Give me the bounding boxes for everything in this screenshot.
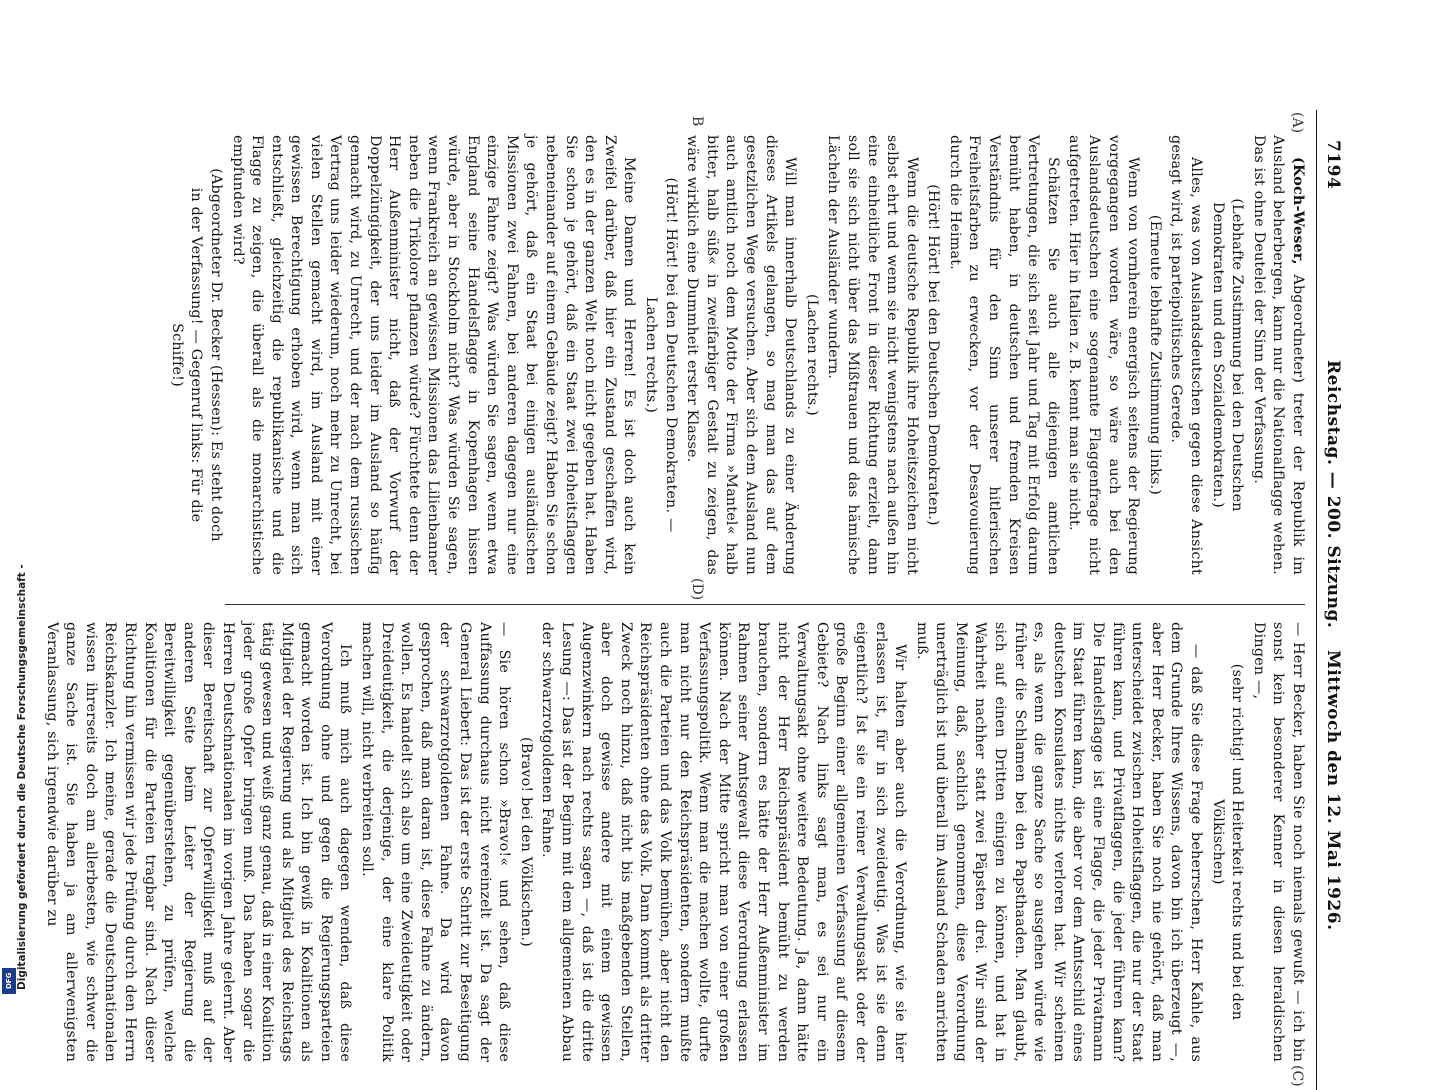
paragraph: Meine Damen und Herren! Es ist doch auch kein Zweifel darüber, daß hier ein Zustand geschaffen wird, den es in der ganzen Welt noch nicht gegeben hat. Haben Sie schon je gehört, daß ein Staat zwei Hoheitsflaggen nebeneinander auf einem Gebäude zeigt? Haben Sie schon je gehört, daß ein Staat bei einigen ausländischen Missionen zwei Fahnen, bei anderen dagegen nur eine einzige Fahne zeigt? Was würden Sie sagen, wenn etwa England seine Handelsflagge in Kopenhagen hissen würde, aber in Stockholm nicht? Was würden Sie sagen, wenn Frankreich an gewissen Missionen das Lilienbanner neben die Trikolore pflanzen würde? Fürchtete denn der Herr Außenminister nicht, daß der Vorwurf der Doppelzüngigkeit, der uns leider im Ausland so häufig gemacht wird, zu Unrecht, und der nach dem russischen Vertrag uns leider wiederum, noch mehr zu Unrecht, bei vielen Stellen gemacht wird, im Ausland mit einer gewissen Berechtigung erhoben wird, wenn man sich entschließt, gleichzeitig die republikanische und die Flagge zu zeigen, die überall als die monarchistische empfunden wird? xyxy=(229,135,638,575)
header-right-title: Mittwoch den 12. Mai 1926. xyxy=(1323,650,1343,931)
paragraph: — daß Sie diese Frage beherrschen, Herr Kahle, aus dem Grunde Ihres Wissens, davon bin ich überzeugt —, aber Herr Becker, haben Sie noch nie gehört, daß man unterscheidet zwischen Hoheitsflaggen, die nur der Staat führen kann, und Privatflaggen, die jeder führen kann? Die Handelsflagge ist eine Flagge, die jeder Privatmann im Staat führen kann, die aber vor dem Amtsschild eines deutschen Konsulates nichts verloren hat. Wir scheinen es, als wenn die ganze Sache so ausgehen würde wie früher die Schlamen bei den Papsthaaden. Man glaubt, sich auf einen Dritten einigen zu können, und hat in Wahrheit nachher statt zwei Päpsten drei. Wir sind der Meinung, daß, sachlich genommen, diese Verordnung unerträglich ist und überall im Ausland Schaden anrichten muß. xyxy=(913,622,1205,1062)
column-divider xyxy=(225,604,1305,605)
stage-direction: (sehr richtig! und Heiterkeit rechts und bei den Völkischen) xyxy=(1209,663,1246,1021)
paragraph: Wir halten aber auch die Verordnung, wie sie hier erlassen ist, für in sich zweideutig. Was ist sie denn eigentlich? Ist sie ein reiner Verwaltungsakt oder der große Beginn einer allgemeinen Verfassung auf diesem Gebiete? Nach links sagt man, es sei nur ein Verwaltungsakt ohne weitere Bedeutung. Ja, dann hätte nicht der Herr Reichspräsident bemüht zu werden brauchen, sondern es hätte der Herr Außenminister im Rahmen seiner Amtsgewalt diese Verordnung erlassen können. Nach der Mitte spricht man von einer großen Verfassungspolitik. Wenn man die machen wollte, durfte man nicht nur den Reichspräsidenten, sondern mußte auch die Parteien und das Volk bemühen, aber nicht den Reichspräsidenten ohne das Volk. Dann kommt als dritter Zweck noch hinzu, daß nicht bis maßgebenden Stellen, aber doch gewisse andere mit einem gewissen Augenzwinkern nach rechts sagen —, daß ist die dritte Lesung —: Das ist der Beginn mit dem allgemeinen Abbau der schwarzrotgoldenen Fahne. xyxy=(539,622,909,1062)
margin-mark-d: (D) xyxy=(689,578,705,601)
margin-mark-a: (A) xyxy=(1289,112,1305,134)
digitization-credit xyxy=(2,564,28,990)
paragraph: Schätzen Sie auch alle diejenigen amtlichen Vertretungen, die sich seit Jahr und Tag mit Erfolg darum bemüht haben, in deutschen und fremden Kreisen Verständnis für den Sinn unserer hitlerischen Freiheitsfarben zu erwecken, vor der Desavouierung durch die Heimat. xyxy=(946,135,1061,575)
stage-direction: (Hört! Hört! bei den Deutschen Demokraten. — Lachen rechts.) xyxy=(643,177,679,533)
stage-direction: (Lebhafte Zustimmung bei den Deutschen Demokraten und den Sozialdemokraten.) xyxy=(1209,198,1246,512)
stage-direction: (Lachen rechts.) xyxy=(803,294,820,416)
stage-direction: (Hört! Hört! bei den Deutschen Demokraten.) xyxy=(925,184,942,526)
paragraph-text: Abgeordneter) treter der Republik im Ausland beherbergen, kann nur die Nationalflagge wehen. Das ist ohne Deutelei der Sinn der Verfassung. xyxy=(1250,135,1306,575)
margin-mark-b: B xyxy=(689,116,705,127)
paragraph: Alles, was von Auslandsdeutschen gegen diese Ansicht gesagt wird, ist parteipolitisches Gerede. xyxy=(1168,135,1205,575)
left-column xyxy=(164,135,1307,575)
document-page xyxy=(43,110,1345,1090)
dfg-logo: DFG xyxy=(2,968,16,994)
paragraph: — Herr Becker, haben Sie noch niemals gewußt — ich bin sonst kein besonderer Kenner in diesen heraldischen Dingen —, xyxy=(1250,622,1306,1062)
paragraph: Will man innerhalb Deutschlands zu einer Änderung dieses Artikels gelangen, so mag man das auf dem gesetzlichen Wege versuchen. Aber sich dem Ausland nun auch amtlich noch dem Motto der Firma »Mantel« halb bitter, halb süß« in zweifarbiger Gestalt zu zeigen, das wäre wirklich eine Dummheit erster Klasse. xyxy=(684,135,799,575)
right-column xyxy=(39,622,1307,1062)
speaker-name: (Koch-Weser, xyxy=(1290,157,1306,265)
stage-direction: (Erneute lebhafte Zustimmung links.) xyxy=(1146,214,1163,496)
stage-direction: (Abgeordneter Dr. Becker (Hessen): Es steht doch in der Verfassung! — Gegenruf links: Für die Schiffe!) xyxy=(168,168,224,542)
paragraph xyxy=(1248,135,1307,575)
paragraph: — Sie hören schon »Bravo!« und sehen, daß diese Auffassung durchaus nicht vereinzelt ist. Da sagt der General Liebert: Das ist der erste Schritt zur Beseitigung der schwarzrotgoldenen Fahne. Da wird davon gesprochen, daß man daran ist, diese Fahne zu ändern, wollen. Es handelt sich also um eine Zweideutigkeit oder Dreideutigkeit, die derjenige, der eine klare Politik machen will, nicht verbreiten soll. xyxy=(359,622,513,1062)
page-number: 7194 xyxy=(1323,140,1343,190)
paragraph: Wenn von vornherein energisch seitens der Regierung vorgegangen worden wäre, so wäre auch bei den Auslandsdeutschen eine sogenannte Flaggenfrage nicht aufgetreten. Hier in Italien z. B. kennt man sie nicht. xyxy=(1066,135,1142,575)
margin-mark-c: (C) xyxy=(1289,1065,1305,1087)
header-left-title: Reichstag. — 200. Sitzung. xyxy=(1323,360,1343,629)
paragraph: Wenn die deutsche Republik ihre Hoheitszeichen nicht selbst ehrt und wenn sie nicht wenigstens nach außen hin eine einheitliche Front in dieser Richtung erzielt, dann soll sie sich nicht über das Mißtrauen und das hämische Lächeln der Ausländer wundern. xyxy=(825,135,920,575)
digitization-credit-text: Digitalisierung gefördert durch die Deutsche Forschungsgemeinschaft - xyxy=(16,564,28,990)
page-header xyxy=(1316,110,1345,1090)
stage-direction: (Bravo! bei den Völkischen.) xyxy=(517,737,534,947)
paragraph: Ich muß mich auch dagegen wenden, daß diese Verordnung ohne und gegen die Regierungsparteien gemacht worden ist. Ich bin gewiß in Koalitionen als Mitglied der Regierung und als Mitglied des Reichstags tätig gewesen und weiß ganz genau, daß in einer Koalition jeder große Opfer bringen muß. Das haben sogar die Herren Deutschnationalen im vorigen Jahre gelernt. Aber dieser Bereitschaft zur Opferwilligkeit muß auf der anderen Seite beim Leiter der Regierung die Bereitwilligkeit gegenüberstehen, zu prüfen, welche Koalitionen für die Parteien tragbar sind. Nach dieser Richtung hin vermissen wir jede Prüfung durch den Herrn Reichskanzler. Ich meine, gerade die Deutschnationalen wissen ihrerseits doch am allerbesten, wie schwer die ganze Sache ist. Sie haben ja am allerwenigsten Veranlassung, sich irgendwie darüber zu xyxy=(43,622,354,1062)
